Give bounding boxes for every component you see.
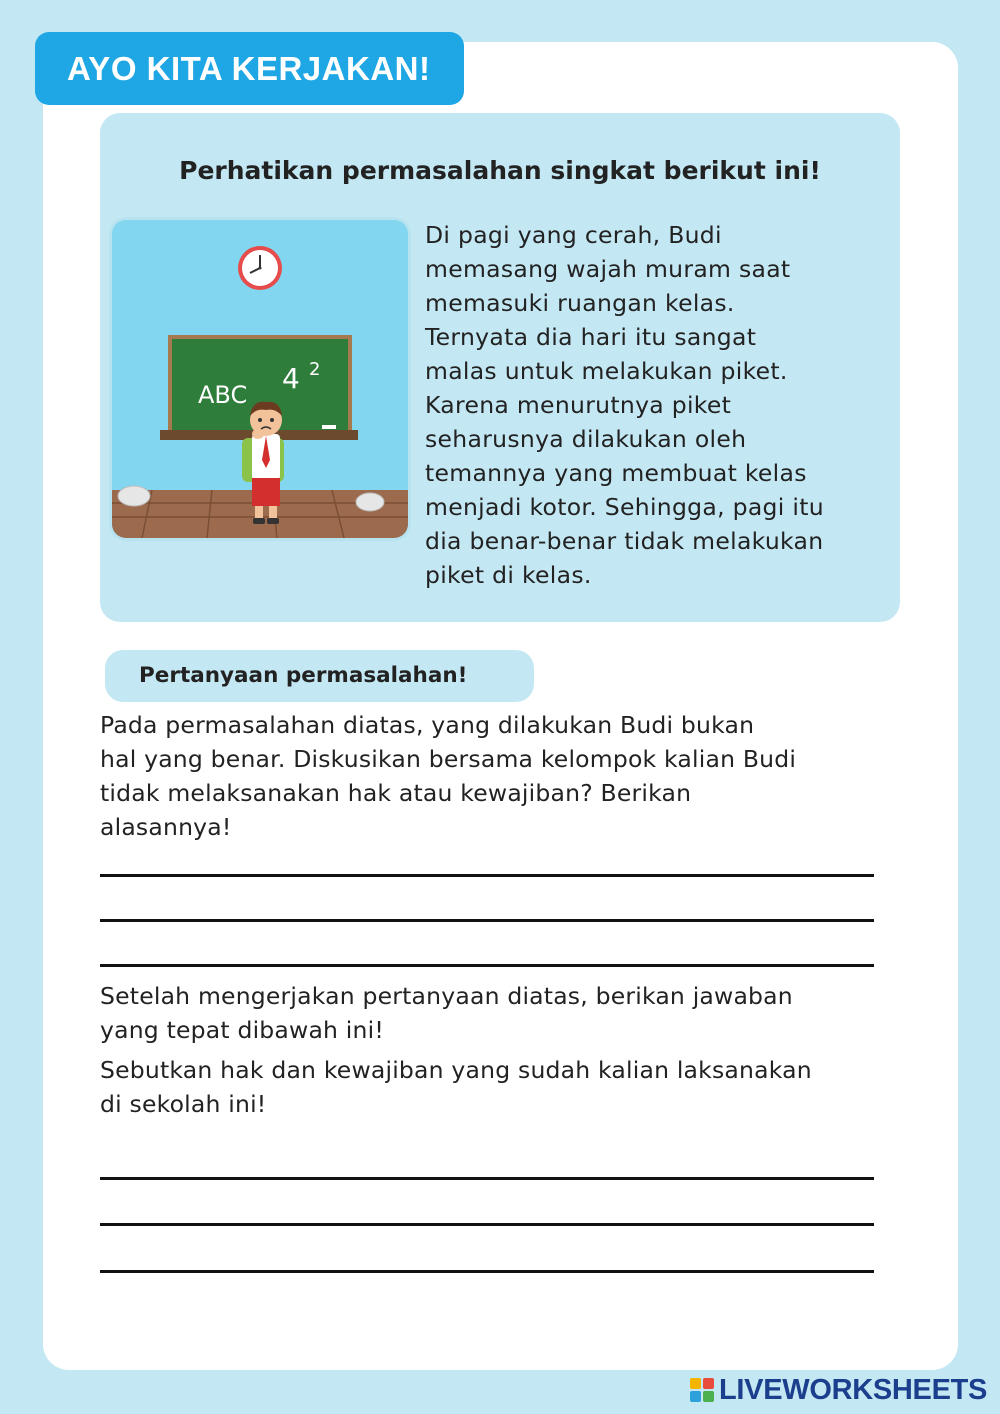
question-line: alasannya! [100,813,232,841]
story-line: Ternyata dia hari itu sangat [425,323,757,351]
story-line: temannya yang membuat kelas [425,459,807,487]
paper-ball-icon [118,486,150,506]
answer-line-3[interactable] [100,964,874,967]
board-text-left: ABC [198,381,248,409]
instruction-text-2 [100,1053,930,1121]
story-line: memasuki ruangan kelas. [425,289,735,317]
clock-icon [238,246,282,290]
question-label: Pertanyaan permasalahan! [105,650,534,702]
paper-ball-icon [356,493,384,511]
story-text [425,218,895,592]
title-badge: AYO KITA KERJAKAN! [35,32,464,105]
answer-line-5[interactable] [100,1223,874,1226]
question-line: Pada permasalahan diatas, yang dilakukan Budi bukan [100,711,755,739]
story-heading: Perhatikan permasalahan singkat berikut ini! [179,156,821,185]
story-line: memasang wajah muram saat [425,255,791,283]
instruction-line: Setelah mengerjakan pertanyaan diatas, berikan jawaban [100,982,793,1010]
answer-line-6[interactable] [100,1270,874,1273]
instruction-text-1 [100,979,930,1047]
answer-line-1[interactable] [100,874,874,877]
liveworksheets-logo-icon [690,1378,715,1403]
question-text [100,708,920,844]
story-line: piket di kelas. [425,561,592,589]
question-line: hal yang benar. Diskusikan bersama kelompok kalian Budi [100,745,797,773]
answer-line-4[interactable] [100,1177,874,1180]
story-line: menjadi kotor. Sehingga, pagi itu [425,493,824,521]
story-line: dia benar-benar tidak melakukan [425,527,824,555]
instruction-line: yang tepat dibawah ini! [100,1016,384,1044]
footer-brand: LIVEWORKSHEETS [719,1373,988,1406]
liveworksheets-logo[interactable] [690,1373,987,1407]
story-line: malas untuk melakukan piket. [425,357,788,385]
question-line: tidak melaksanakan hak atau kewajiban? Berikan [100,779,692,807]
story-line: Karena menurutnya piket [425,391,732,419]
answer-line-2[interactable] [100,919,874,922]
classroom-illustration [112,220,408,538]
board-exponent: 2 [309,359,321,380]
instruction-line: di sekolah ini! [100,1090,267,1118]
story-line: seharusnya dilakukan oleh [425,425,747,453]
classroom-scene [112,220,408,538]
instruction-line: Sebutkan hak dan kewajiban yang sudah kalian laksanakan [100,1056,812,1084]
board-text-right: 4 [282,362,300,395]
story-line: Di pagi yang cerah, Budi [425,221,722,249]
